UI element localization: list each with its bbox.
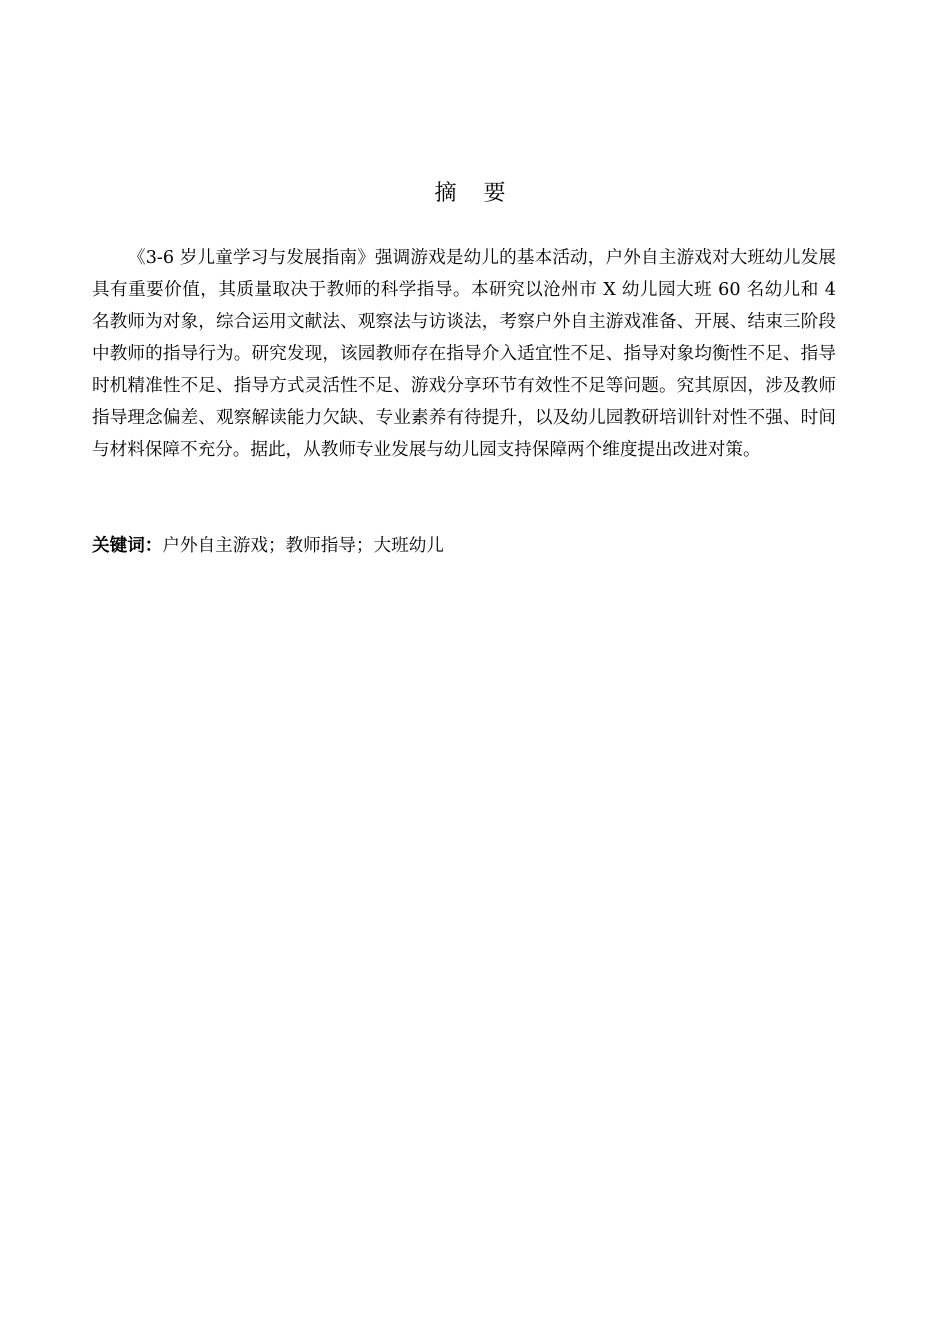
abstract-title: 摘 要 bbox=[434, 181, 516, 206]
abstract-body: 《3-6 岁儿童学习与发展指南》强调游戏是幼儿的基本活动，户外自主游戏对大班幼儿发展具有重要价值，其质量取决于教师的科学指导。本研究以沧州市 X 幼儿园大班 60 名幼儿和 4 名教师为对象，综合运用文献法、观察法与访谈法，考察户外自主游戏准备、开展、结束三阶段中教师的指导行为。研究发现，该园教师存在指导介入适宜性不足、指导对象均衡性不足、指导时机精准性不足、指导方式灵活性不足、游戏分享环节有效性不足等问题。究其原因，涉及教师指导理念偏差、观察解读能力欠缺、专业素养有待提升，以及幼儿园教研培训针对性不强、时间与材料保障不充分。据此，从教师专业发展与幼儿园支持保障两个维度提出改进对策。 bbox=[92, 248, 836, 460]
keywords-values: 户外自主游戏；教师指导；大班幼儿 bbox=[162, 536, 444, 556]
keywords-line bbox=[92, 530, 836, 562]
keywords-label: 关键词： bbox=[92, 536, 163, 556]
